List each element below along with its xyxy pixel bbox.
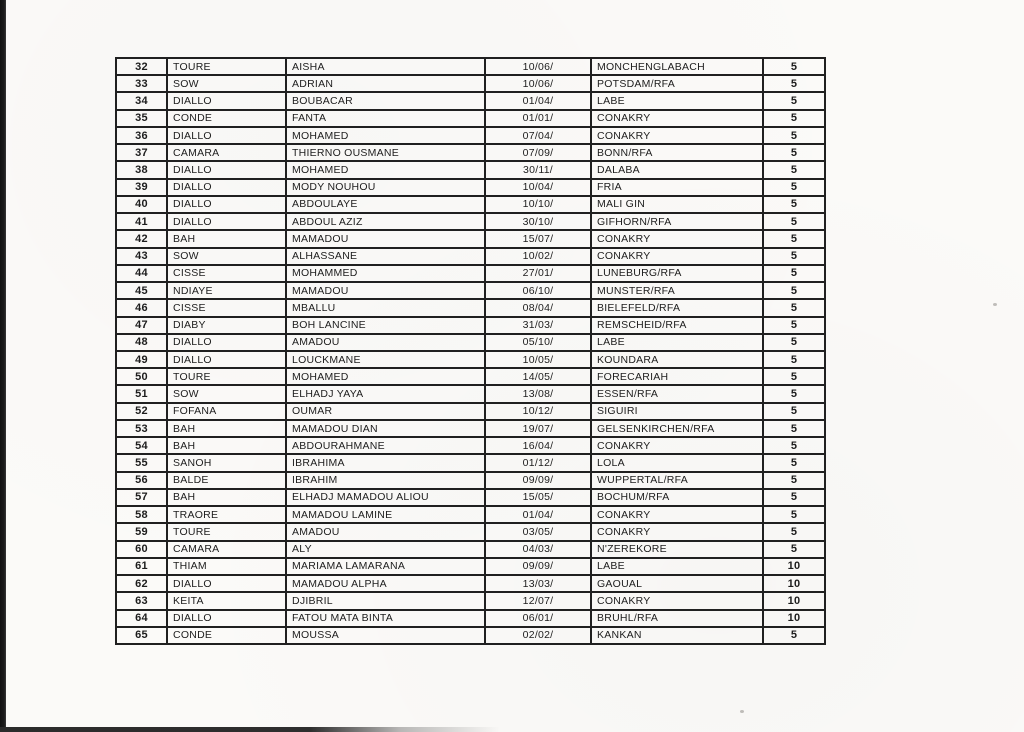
cell-date: 10/02/ <box>485 248 591 265</box>
cell-row-number: 48 <box>116 334 167 351</box>
cell-date: 31/03/ <box>485 317 591 334</box>
cell-given-name: MARIAMA LAMARANA <box>286 558 485 575</box>
cell-surname: SANOH <box>167 454 286 471</box>
cell-surname: TOURE <box>167 368 286 385</box>
cell-surname: DIABY <box>167 317 286 334</box>
cell-score: 5 <box>763 265 825 282</box>
cell-surname: DIALLO <box>167 179 286 196</box>
cell-surname: DIALLO <box>167 351 286 368</box>
cell-row-number: 52 <box>116 403 167 420</box>
cell-score: 5 <box>763 317 825 334</box>
table-row <box>116 248 825 265</box>
cell-surname: FOFANA <box>167 403 286 420</box>
cell-place: KANKAN <box>591 627 763 644</box>
cell-row-number: 60 <box>116 541 167 558</box>
cell-date: 10/06/ <box>485 75 591 92</box>
cell-surname: NDIAYE <box>167 282 286 299</box>
cell-date: 16/04/ <box>485 437 591 454</box>
cell-row-number: 63 <box>116 592 167 609</box>
table-row <box>116 265 825 282</box>
cell-score: 5 <box>763 92 825 109</box>
cell-score: 5 <box>763 627 825 644</box>
cell-score: 5 <box>763 437 825 454</box>
cell-place: LOLA <box>591 454 763 471</box>
cell-date: 12/07/ <box>485 592 591 609</box>
cell-given-name: MAMADOU <box>286 282 485 299</box>
cell-date: 01/04/ <box>485 92 591 109</box>
cell-surname: DIALLO <box>167 575 286 592</box>
cell-date: 09/09/ <box>485 558 591 575</box>
cell-surname: TOURE <box>167 58 286 75</box>
cell-surname: CONDE <box>167 627 286 644</box>
cell-place: CONAKRY <box>591 110 763 127</box>
cell-date: 10/06/ <box>485 58 591 75</box>
table-row <box>116 334 825 351</box>
cell-place: SIGUIRI <box>591 403 763 420</box>
cell-surname: SOW <box>167 75 286 92</box>
cell-surname: DIALLO <box>167 213 286 230</box>
cell-place: GIFHORN/RFA <box>591 213 763 230</box>
cell-given-name: IBRAHIM <box>286 472 485 489</box>
cell-given-name: ELHADJ YAYA <box>286 385 485 402</box>
cell-score: 5 <box>763 299 825 316</box>
cell-place: CONAKRY <box>591 437 763 454</box>
table-row <box>116 299 825 316</box>
cell-score: 5 <box>763 420 825 437</box>
cell-date: 06/01/ <box>485 610 591 627</box>
cell-given-name: MBALLU <box>286 299 485 316</box>
table-row <box>116 110 825 127</box>
cell-date: 04/03/ <box>485 541 591 558</box>
cell-given-name: AMADOU <box>286 334 485 351</box>
cell-date: 15/07/ <box>485 230 591 247</box>
cell-row-number: 36 <box>116 127 167 144</box>
cell-row-number: 45 <box>116 282 167 299</box>
cell-given-name: ALHASSANE <box>286 248 485 265</box>
cell-place: MALI GIN <box>591 196 763 213</box>
cell-place: LABE <box>591 334 763 351</box>
cell-given-name: ADRIAN <box>286 75 485 92</box>
cell-date: 07/04/ <box>485 127 591 144</box>
cell-row-number: 58 <box>116 506 167 523</box>
cell-row-number: 64 <box>116 610 167 627</box>
cell-score: 10 <box>763 592 825 609</box>
cell-row-number: 43 <box>116 248 167 265</box>
table-row <box>116 592 825 609</box>
table-row <box>116 213 825 230</box>
cell-given-name: ALY <box>286 541 485 558</box>
cell-surname: KEITA <box>167 592 286 609</box>
cell-date: 30/10/ <box>485 213 591 230</box>
scan-speck <box>993 303 997 306</box>
cell-row-number: 54 <box>116 437 167 454</box>
scan-edge-left <box>0 0 6 732</box>
cell-given-name: MAMADOU LAMINE <box>286 506 485 523</box>
cell-date: 13/08/ <box>485 385 591 402</box>
table-row <box>116 351 825 368</box>
cell-date: 10/04/ <box>485 179 591 196</box>
cell-place: BONN/RFA <box>591 144 763 161</box>
cell-surname: CAMARA <box>167 541 286 558</box>
cell-row-number: 47 <box>116 317 167 334</box>
cell-surname: CONDE <box>167 110 286 127</box>
cell-row-number: 44 <box>116 265 167 282</box>
cell-place: BOCHUM/RFA <box>591 489 763 506</box>
cell-row-number: 62 <box>116 575 167 592</box>
table-row <box>116 196 825 213</box>
cell-place: LABE <box>591 558 763 575</box>
cell-surname: THIAM <box>167 558 286 575</box>
cell-row-number: 35 <box>116 110 167 127</box>
cell-surname: BALDE <box>167 472 286 489</box>
cell-given-name: MOHAMED <box>286 368 485 385</box>
cell-score: 5 <box>763 179 825 196</box>
cell-score: 5 <box>763 75 825 92</box>
cell-score: 5 <box>763 230 825 247</box>
cell-date: 01/01/ <box>485 110 591 127</box>
cell-place: GAOUAL <box>591 575 763 592</box>
cell-score: 5 <box>763 196 825 213</box>
cell-surname: BAH <box>167 420 286 437</box>
cell-place: MUNSTER/RFA <box>591 282 763 299</box>
cell-surname: SOW <box>167 248 286 265</box>
cell-place: BIELEFELD/RFA <box>591 299 763 316</box>
cell-score: 10 <box>763 610 825 627</box>
cell-surname: BAH <box>167 230 286 247</box>
cell-date: 09/09/ <box>485 472 591 489</box>
cell-row-number: 53 <box>116 420 167 437</box>
table-row <box>116 437 825 454</box>
cell-score: 5 <box>763 334 825 351</box>
cell-place: LUNEBURG/RFA <box>591 265 763 282</box>
cell-row-number: 55 <box>116 454 167 471</box>
cell-row-number: 46 <box>116 299 167 316</box>
cell-score: 5 <box>763 368 825 385</box>
cell-score: 5 <box>763 127 825 144</box>
cell-date: 05/10/ <box>485 334 591 351</box>
cell-score: 5 <box>763 161 825 178</box>
cell-given-name: AISHA <box>286 58 485 75</box>
cell-score: 5 <box>763 248 825 265</box>
table-row <box>116 179 825 196</box>
table-row <box>116 161 825 178</box>
table-row <box>116 282 825 299</box>
cell-row-number: 41 <box>116 213 167 230</box>
cell-place: KOUNDARA <box>591 351 763 368</box>
cell-given-name: THIERNO OUSMANE <box>286 144 485 161</box>
table-row <box>116 127 825 144</box>
table-row <box>116 92 825 109</box>
cell-surname: TRAORE <box>167 506 286 523</box>
cell-date: 01/12/ <box>485 454 591 471</box>
cell-surname: BAH <box>167 489 286 506</box>
cell-place: CONAKRY <box>591 592 763 609</box>
cell-score: 5 <box>763 58 825 75</box>
cell-given-name: MOHAMMED <box>286 265 485 282</box>
cell-date: 13/03/ <box>485 575 591 592</box>
cell-score: 5 <box>763 351 825 368</box>
cell-given-name: BOUBACAR <box>286 92 485 109</box>
cell-surname: TOURE <box>167 523 286 540</box>
cell-given-name: ELHADJ MAMADOU ALIOU <box>286 489 485 506</box>
cell-surname: CISSE <box>167 299 286 316</box>
cell-place: GELSENKIRCHEN/RFA <box>591 420 763 437</box>
cell-place: DALABA <box>591 161 763 178</box>
roster-body <box>116 58 825 644</box>
cell-given-name: MOHAMED <box>286 127 485 144</box>
cell-row-number: 49 <box>116 351 167 368</box>
cell-given-name: MAMADOU DIAN <box>286 420 485 437</box>
table-row <box>116 575 825 592</box>
table-row <box>116 403 825 420</box>
table-row <box>116 58 825 75</box>
table-row <box>116 489 825 506</box>
cell-row-number: 51 <box>116 385 167 402</box>
table-row <box>116 610 825 627</box>
cell-row-number: 37 <box>116 144 167 161</box>
cell-row-number: 39 <box>116 179 167 196</box>
cell-date: 03/05/ <box>485 523 591 540</box>
scan-speck <box>740 710 744 713</box>
cell-given-name: AMADOU <box>286 523 485 540</box>
cell-surname: DIALLO <box>167 196 286 213</box>
cell-row-number: 42 <box>116 230 167 247</box>
cell-row-number: 56 <box>116 472 167 489</box>
cell-score: 5 <box>763 403 825 420</box>
cell-surname: CAMARA <box>167 144 286 161</box>
cell-row-number: 38 <box>116 161 167 178</box>
cell-row-number: 65 <box>116 627 167 644</box>
cell-place: N'ZEREKORE <box>591 541 763 558</box>
cell-given-name: FANTA <box>286 110 485 127</box>
cell-row-number: 40 <box>116 196 167 213</box>
cell-place: BRUHL/RFA <box>591 610 763 627</box>
cell-given-name: MODY NOUHOU <box>286 179 485 196</box>
cell-row-number: 33 <box>116 75 167 92</box>
cell-surname: DIALLO <box>167 92 286 109</box>
cell-surname: CISSE <box>167 265 286 282</box>
cell-place: REMSCHEID/RFA <box>591 317 763 334</box>
cell-score: 10 <box>763 575 825 592</box>
table-row <box>116 317 825 334</box>
cell-date: 10/12/ <box>485 403 591 420</box>
cell-row-number: 57 <box>116 489 167 506</box>
cell-score: 5 <box>763 454 825 471</box>
table-row <box>116 75 825 92</box>
cell-date: 30/11/ <box>485 161 591 178</box>
scan-edge-bottom <box>0 727 500 732</box>
cell-row-number: 34 <box>116 92 167 109</box>
table-row <box>116 230 825 247</box>
table-row <box>116 523 825 540</box>
cell-place: POTSDAM/RFA <box>591 75 763 92</box>
cell-surname: BAH <box>167 437 286 454</box>
cell-surname: DIALLO <box>167 161 286 178</box>
table-row <box>116 472 825 489</box>
cell-date: 08/04/ <box>485 299 591 316</box>
cell-given-name: MOHAMED <box>286 161 485 178</box>
cell-date: 07/09/ <box>485 144 591 161</box>
cell-given-name: IBRAHIMA <box>286 454 485 471</box>
cell-given-name: LOUCKMANE <box>286 351 485 368</box>
table-row <box>116 144 825 161</box>
cell-place: LABE <box>591 92 763 109</box>
cell-score: 5 <box>763 489 825 506</box>
table-row <box>116 454 825 471</box>
table-row <box>116 627 825 644</box>
cell-given-name: FATOU MATA BINTA <box>286 610 485 627</box>
cell-date: 19/07/ <box>485 420 591 437</box>
cell-score: 5 <box>763 541 825 558</box>
cell-given-name: ABDOULAYE <box>286 196 485 213</box>
cell-place: CONAKRY <box>591 230 763 247</box>
cell-date: 10/10/ <box>485 196 591 213</box>
cell-given-name: BOH LANCINE <box>286 317 485 334</box>
cell-place: FRIA <box>591 179 763 196</box>
cell-place: CONAKRY <box>591 248 763 265</box>
cell-date: 27/01/ <box>485 265 591 282</box>
cell-place: CONAKRY <box>591 127 763 144</box>
roster-table <box>115 57 826 645</box>
cell-given-name: OUMAR <box>286 403 485 420</box>
cell-surname: DIALLO <box>167 334 286 351</box>
cell-score: 5 <box>763 472 825 489</box>
cell-score: 5 <box>763 385 825 402</box>
cell-place: ESSEN/RFA <box>591 385 763 402</box>
cell-date: 06/10/ <box>485 282 591 299</box>
table-row <box>116 368 825 385</box>
cell-score: 5 <box>763 144 825 161</box>
cell-score: 5 <box>763 523 825 540</box>
cell-given-name: MAMADOU <box>286 230 485 247</box>
cell-row-number: 50 <box>116 368 167 385</box>
cell-row-number: 32 <box>116 58 167 75</box>
cell-place: WUPPERTAL/RFA <box>591 472 763 489</box>
cell-date: 14/05/ <box>485 368 591 385</box>
cell-score: 5 <box>763 213 825 230</box>
cell-surname: DIALLO <box>167 610 286 627</box>
table-row <box>116 558 825 575</box>
cell-surname: DIALLO <box>167 127 286 144</box>
cell-given-name: MOUSSA <box>286 627 485 644</box>
cell-place: CONAKRY <box>591 523 763 540</box>
cell-given-name: ABDOUL AZIZ <box>286 213 485 230</box>
cell-date: 15/05/ <box>485 489 591 506</box>
table-row <box>116 420 825 437</box>
cell-row-number: 59 <box>116 523 167 540</box>
cell-date: 10/05/ <box>485 351 591 368</box>
cell-score: 10 <box>763 558 825 575</box>
cell-date: 02/02/ <box>485 627 591 644</box>
cell-score: 5 <box>763 506 825 523</box>
cell-given-name: ABDOURAHMANE <box>286 437 485 454</box>
cell-place: MONCHENGLABACH <box>591 58 763 75</box>
table-row <box>116 541 825 558</box>
cell-given-name: DJIBRIL <box>286 592 485 609</box>
cell-row-number: 61 <box>116 558 167 575</box>
cell-place: CONAKRY <box>591 506 763 523</box>
cell-place: FORECARIAH <box>591 368 763 385</box>
cell-given-name: MAMADOU ALPHA <box>286 575 485 592</box>
cell-score: 5 <box>763 110 825 127</box>
cell-date: 01/04/ <box>485 506 591 523</box>
cell-surname: SOW <box>167 385 286 402</box>
cell-score: 5 <box>763 282 825 299</box>
table-row <box>116 506 825 523</box>
table-row <box>116 385 825 402</box>
